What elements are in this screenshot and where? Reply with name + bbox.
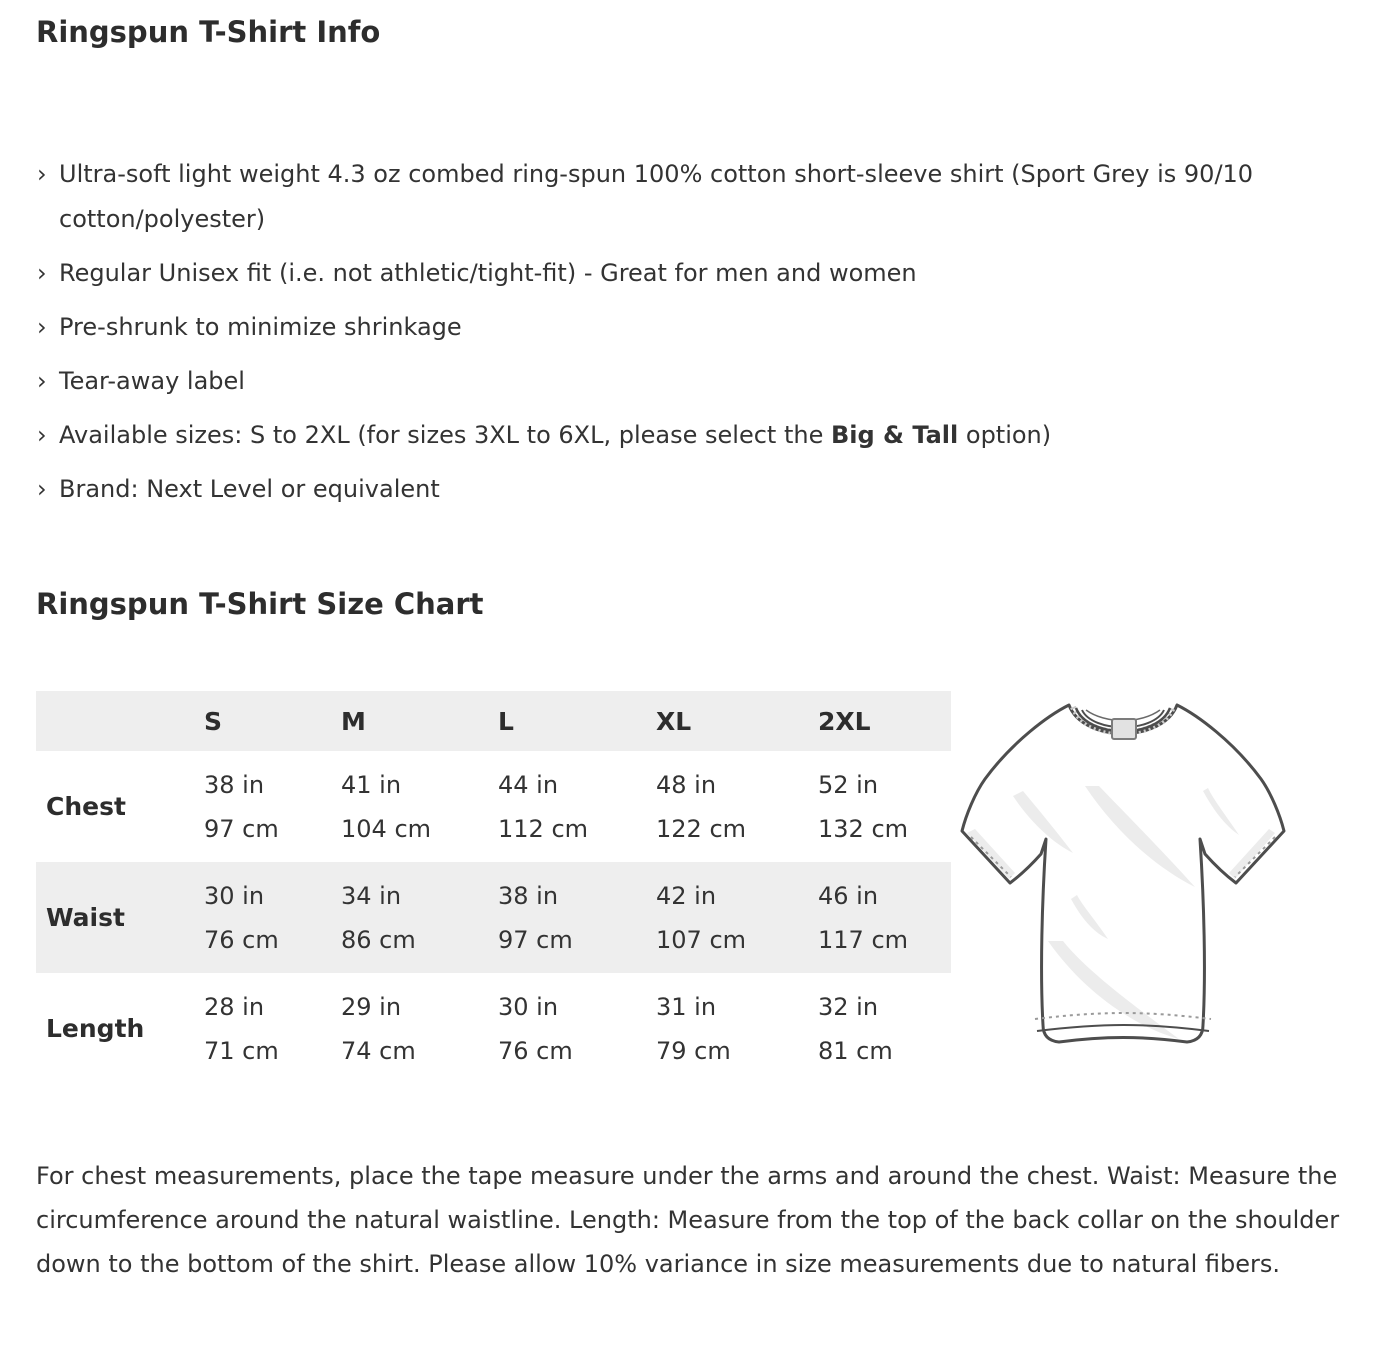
tshirt-illustration xyxy=(953,691,1298,1086)
column-header-s: S xyxy=(204,691,341,751)
size-cell: 38 in 97 cm xyxy=(204,770,279,843)
size-cell: 30 in 76 cm xyxy=(204,862,341,973)
bullet-icon: › xyxy=(37,475,47,503)
size-chart-title: Ringspun T-Shirt Size Chart xyxy=(36,587,484,621)
row-label-waist: Waist xyxy=(36,862,204,973)
column-header-l: L xyxy=(498,691,656,751)
column-header-2xl: 2XL xyxy=(818,691,951,751)
page-title: Ringspun T-Shirt Info xyxy=(36,15,381,49)
size-cell: 44 in 112 cm xyxy=(498,770,589,843)
list-item xyxy=(36,305,1345,350)
size-cell: 28 in 71 cm xyxy=(204,992,279,1065)
size-cell: 48 in 122 cm xyxy=(656,770,747,843)
list-item-text: Ultra-soft light weight 4.3 oz combed ring-spun 100% cotton short-sleeve shirt (Sport Grey is 90/10 cotton/polyester) xyxy=(59,160,1254,233)
size-cell: 31 in 79 cm xyxy=(656,992,731,1065)
table-row-waist xyxy=(36,862,951,973)
size-cell: 29 in 74 cm xyxy=(341,992,416,1065)
size-table xyxy=(36,691,951,1084)
list-item-text: Brand: Next Level or equivalent xyxy=(59,475,440,503)
row-label-chest: Chest xyxy=(46,792,126,821)
size-cell: 32 in 81 cm xyxy=(818,992,893,1065)
bullet-icon: › xyxy=(37,259,47,287)
bullet-icon: › xyxy=(37,367,47,395)
column-header-xl: XL xyxy=(656,691,818,751)
size-table-header-row xyxy=(36,691,951,751)
measurement-instructions: For chest measurements, place the tape measure under the arms and around the chest. Waist: Measure the circumference around the natural waistline. Length: Measure from the top of the back collar on the shoulder down to the bottom of the shirt. Please allow 10% variance in size measurements due to natural fibers. xyxy=(36,1162,1340,1278)
list-item xyxy=(36,413,1345,458)
column-header-m: M xyxy=(341,691,498,751)
bullet-icon: › xyxy=(37,160,47,188)
size-cell: 42 in 107 cm xyxy=(656,862,818,973)
table-row-length xyxy=(36,973,951,1084)
list-item xyxy=(36,359,1345,404)
list-item-text: Regular Unisex fit (i.e. not athletic/tight-fit) - Great for men and women xyxy=(59,259,917,287)
size-cell: 52 in 132 cm xyxy=(818,770,909,843)
list-item-text-pre: Available sizes: S to 2XL (for sizes 3XL to 6XL, please select the xyxy=(59,421,831,449)
list-item-text: Tear-away label xyxy=(59,367,245,395)
list-item xyxy=(36,467,1345,512)
list-item-text-post: option) xyxy=(958,421,1052,449)
list-item xyxy=(36,152,1345,242)
corner-cell xyxy=(36,691,204,751)
size-cell: 30 in 76 cm xyxy=(498,992,573,1065)
bullet-icon: › xyxy=(37,421,47,449)
size-cell: 41 in 104 cm xyxy=(341,770,432,843)
row-label-length: Length xyxy=(46,1014,145,1043)
size-cell: 34 in 86 cm xyxy=(341,862,498,973)
tshirt-line-drawing-icon xyxy=(953,691,1298,1086)
list-item-text: Pre-shrunk to minimize shrinkage xyxy=(59,313,462,341)
list-item xyxy=(36,251,1345,296)
product-feature-list xyxy=(36,152,1345,512)
size-chart-section xyxy=(36,691,1345,1086)
table-row-chest xyxy=(36,751,951,862)
size-cell: 38 in 97 cm xyxy=(498,862,656,973)
list-item-text-bold: Big & Tall xyxy=(830,421,959,449)
size-cell: 46 in 117 cm xyxy=(818,862,951,973)
bullet-icon: › xyxy=(37,313,47,341)
